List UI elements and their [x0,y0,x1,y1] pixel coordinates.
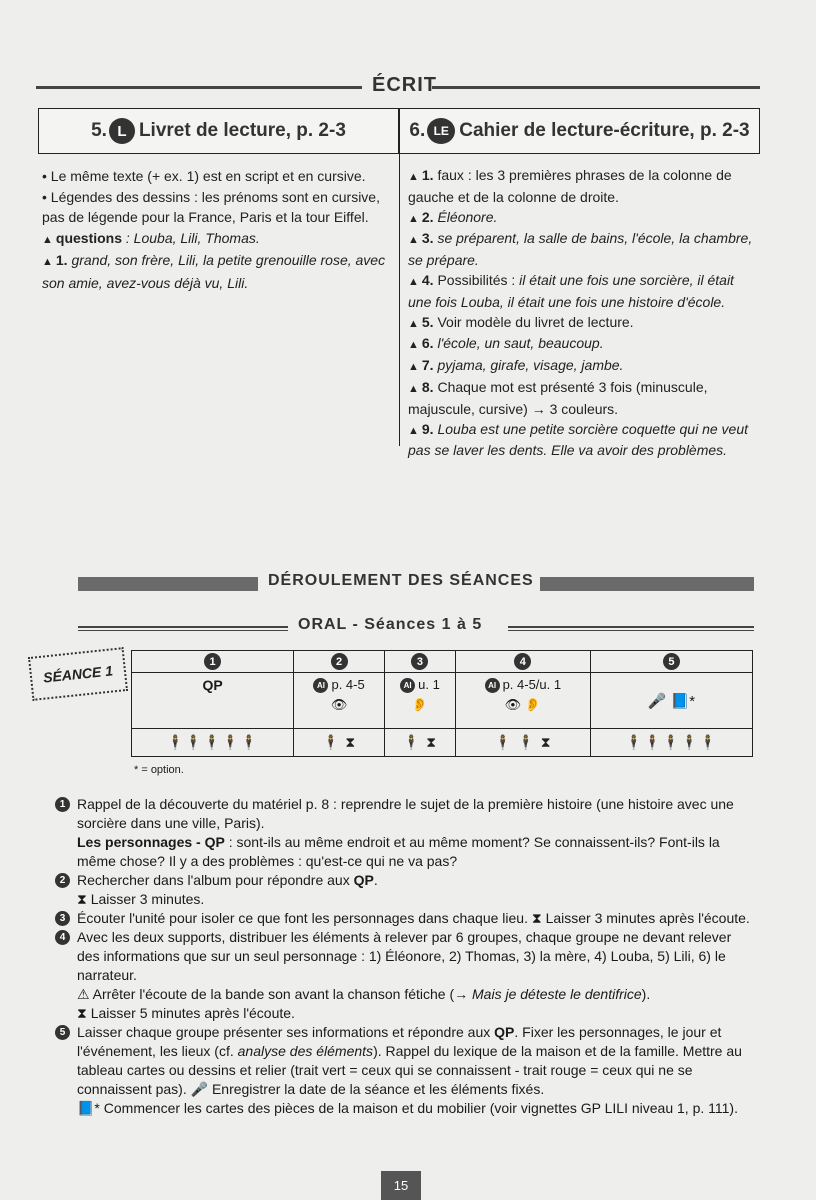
seance-number: 4 [514,653,531,670]
cell-line [456,677,590,693]
cell-content: p. 4-5 [331,677,365,692]
table-cell [132,651,294,673]
text-line: • Le même texte (+ ex. 1) est en script et en cursive. [42,168,366,184]
box-left-title: Livret de lecture, p. 2-3 [138,120,346,141]
table-cell [385,729,456,757]
table-cell [294,673,385,729]
answer-line: ▲ 1. grand, son frère, Lili, la petite grenouille rose, avec [42,252,386,268]
cahier-badge-icon: LE [427,118,455,144]
triangle-icon: ▲ [408,339,419,352]
oral-rule-right [508,626,754,631]
triangle-icon: ▲ [408,361,419,374]
item-1-cont: gauche et de la colonne de droite. [408,188,619,205]
table-cell [294,729,385,757]
cell-line [294,677,384,693]
step-5-option: 📘* Commencer les cartes des pièces de la maison et du mobilier (voir vignettes GP LILI niveau 1, p. 111). [77,1100,738,1116]
triangle-icon: ▲ [408,171,419,183]
step-1-personnages: Les personnages - QP : sont-ils au même endroit et au même moment? Se connaissent-ils? Font-ils la même chose? Il y a des problèmes : qu'est-ce qui ne va pas? [77,834,720,869]
triangle-icon: ▲ [408,424,419,437]
item-7: ▲ 7. pyjama, girafe, visage, jambe. [408,357,624,374]
item-8-cont: majuscule, cursive) → 3 couleurs. [408,400,619,417]
table-cell [132,729,294,757]
item-6: ▲ 6. l'école, un saut, beaucoup. [408,335,604,352]
group-figures-icon: 🕴🕴🕴🕴🕴 [625,734,718,750]
eye-icon: 👁 [330,697,348,713]
table-cell [455,729,590,757]
cell-content: u. 1 [418,677,440,692]
ear-icon: 👂 [411,697,429,713]
triangle-icon: ▲ [408,275,419,288]
seance-tag: SÉANCE 1 [28,647,128,701]
table-cell [385,673,456,729]
item-4: ▲ 4. Possibilités : il était une fois une sorcière, il était [408,271,734,288]
box-left-header [38,108,399,154]
cell-content: QP [202,677,223,693]
seance-number: 1 [204,653,221,670]
option-note: * = option. [134,764,184,776]
triangle-icon: ▲ [408,382,419,395]
triangle-icon: ▲ [408,212,419,225]
steps-list [55,795,755,1118]
seance-number: 2 [331,653,348,670]
deroulement-bar-right [540,577,754,591]
step-number-icon: 3 [55,911,70,926]
box-right-content [408,166,758,461]
text-line: pas de légende pour la France, Paris et la tour Eiffel. [42,209,369,225]
table-row-content [132,673,753,729]
figure-timer-icon: 🕴 🕴 ⧗ [494,734,552,750]
ecrit-title: ÉCRIT [372,74,437,96]
table-cell [132,673,294,729]
box-right-number: 6. [409,120,426,141]
table-cell [455,673,590,729]
table-cell [590,673,752,729]
step-4-warning: ⚠ Arrêter l'écoute de la bande son avant la chanson fétiche (→ Mais je déteste le dentifrice). [77,986,651,1002]
column-divider [399,154,400,446]
item-9: ▲ 9. Louba est une petite sorcière coquette qui ne veut [408,420,749,437]
triangle-icon: ▲ [408,317,419,330]
table-cell [590,729,752,757]
cell-content: p. 4-5/u. 1 [502,677,562,692]
text-line: • Légendes des dessins : les prénoms sont en cursive, [42,188,380,205]
step-3: 3 Écouter l'unité pour isoler ce que font les personnages dans chaque lieu. ⧗ Laisser 3 minutes après l'écoute. [55,909,755,928]
step-4: 4 Avec les deux supports, distribuer les éléments à relever par 6 groupes, chaque groupe ne devant relever des informations que sur un seul personnage : 1) Éléonore, 2) Thomas, 3) la mère, 4) Louba, 5) Lili, 6) le narrateur. [55,928,755,985]
item-8: ▲ 8. Chaque mot est présenté 3 fois (minuscule, [408,378,708,395]
step-number-icon: 1 [55,797,70,812]
eye-ear-icon: 👁 👂 [504,697,541,713]
table-cell [455,651,590,673]
table-cell [590,651,752,673]
ecrit-rule-left [36,86,362,89]
cell-line [385,677,455,693]
item-5: ▲ 5. Voir modèle du livret de lecture. [408,313,634,330]
microphone-book-icon: 🎤 📘* [647,692,696,710]
item-1: ▲ 1. faux : les 3 premières phrases de la colonne de [408,167,732,183]
box-right-title: Cahier de lecture-écriture, p. 2-3 [459,120,750,141]
questions-line: ▲ questions : Louba, Lili, Thomas. [42,229,260,246]
oral-title: ORAL - Séances 1 à 5 [298,616,483,633]
deroulement-title: DÉROULEMENT DES SÉANCES [268,572,534,589]
triangle-icon: ▲ [42,233,53,246]
step-number-icon: 4 [55,930,70,945]
table-cell [385,651,456,673]
figure-timer-icon: 🕴 ⧗ [402,734,438,750]
figure-timer-icon: 🕴 ⧗ [322,734,357,750]
audio-badge-icon: AI [485,678,500,693]
item-2: ▲ 2. Éléonore. [408,208,498,225]
item-3: ▲ 3. se préparent, la salle de bains, l'école, la chambre, [408,230,753,247]
step-4-timer: ⧗ Laisser 5 minutes après l'écoute. [77,1005,295,1021]
table-row-figures [132,729,753,757]
step-2-timer: ⧗ Laisser 3 minutes. [77,891,205,907]
step-number-icon: 2 [55,873,70,888]
item-3-cont: se prépare. [408,252,479,269]
deroulement-bar-left [78,577,258,591]
oral-rule-left [78,626,288,631]
audio-badge-icon: AI [400,678,415,693]
step-5: 5 Laisser chaque groupe présenter ses informations et répondre aux QP. Fixer les personnages, le jour et l'événement, les lieux (cf. analyse des éléments). Rappel du lexique de la maison et de la famille. Mettre au tableau cartes ou dessins et relier (trait vert = ceux qui se connaissent - trait rouge = ceux qui ne se connaissent pas). 🎤 Enregistrer la date de la séance et les éléments fixés. [55,1023,755,1099]
audio-badge-icon: AI [313,678,328,693]
step-1: 1 Rappel de la découverte du matériel p. 8 : reprendre le sujet de la première histoire (une histoire avec une sorcière dans une ville, Paris). [55,795,755,833]
item-4-cont: une fois Louba, il était une fois une histoire d'école. [408,293,726,310]
box-right-header [399,108,760,154]
step-2: 2 Rechercher dans l'album pour répondre aux QP. [55,871,755,890]
triangle-icon: ▲ [42,256,53,268]
livret-badge-icon: L [109,118,135,144]
triangle-icon: ▲ [408,234,419,247]
page-number: 15 [381,1171,421,1200]
item-9-cont: pas se laver les dents. Elle va avoir des problèmes. [408,442,728,459]
seance-number: 5 [663,653,680,670]
seance-number: 3 [411,653,428,670]
seances-table [131,650,753,757]
step-number-icon: 5 [55,1025,70,1040]
table-cell [294,651,385,673]
answer-line-cont: son amie, avez-vous déjà vu, Lili. [42,274,249,291]
box-left-number: 5. [91,120,107,141]
box-left-content [42,166,392,293]
group-figures-icon: 🕴🕴🕴🕴🕴 [166,734,259,750]
ecrit-rule-right [432,86,760,89]
table-row-numbers [132,651,753,673]
